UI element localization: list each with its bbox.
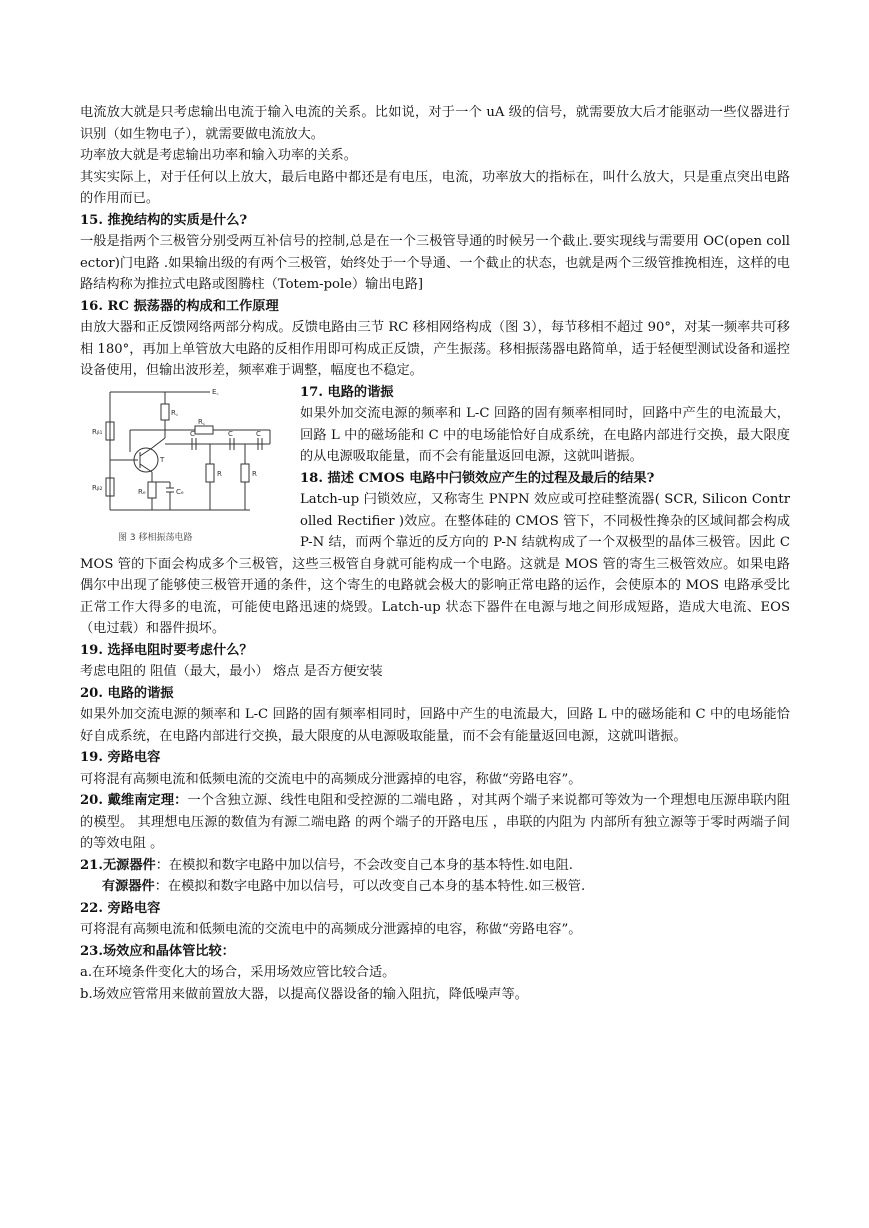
label-re: Rₑ <box>138 487 146 496</box>
paragraph-23a: a.在环境条件变化大的场合，采用场效应管比较合适。 <box>80 965 396 980</box>
label-r1: R <box>217 469 222 478</box>
heading-20-thevenin: 20. 戴维南定理： <box>80 793 188 808</box>
paragraph-19-bypass: 可将混有高频电流和低频电流的交流电中的高频成分泄露掉的电容，称做“旁路电容”。 <box>80 771 582 787</box>
active-text: ：在模拟和数字电路中加以信号，可以改变自己本身的基本特性.如三极管. <box>154 879 586 894</box>
heading-19-bypass: 19. 旁路电容 <box>80 750 161 765</box>
heading-18: 18. 描述 CMOS 电路中闩锁效应产生的过程及最后的结果? <box>300 470 655 486</box>
heading-21-active: 有源器件 <box>102 879 155 894</box>
label-c1: C <box>190 429 195 438</box>
heading-15: 15. 推挽结构的实质是什么? <box>80 212 248 228</box>
heading-19-resistor: 19. 选择电阻时要考虑什么？ <box>80 642 253 658</box>
heading-16: 16. RC 振荡器的构成和工作原理 <box>80 298 279 314</box>
heading-22: 22. 旁路电容 <box>80 900 161 916</box>
paragraph-17: 如果外加交流电源的频率和 L-C 回路的固有频率相同时，回路中产生的电流最大，回路 L 中的磁场能和 C 中的电场能恰好自成系统，在电路内部进行交换，最大限度的从电源吸取能量，而不会有能量返回电源，这就叫谐振。 <box>300 406 790 464</box>
heading-20-resonance: 20. 电路的谐振 <box>80 685 174 701</box>
heading-21-passive: 21.无源器件 <box>80 857 156 873</box>
paragraph-amp-summary: 其实实际上，对于任何以上放大，最后电路中都还是有电压，电流，功率放大的指标在，叫什么放大，只是重点突出电路的作用而已。 <box>80 169 790 206</box>
thevenin-text: 一个含独立源、线性电阻和受控源的二端电路 ，对其两个端子来说都可等效为一个理想电压源串联内阻的模型。 其理想电压源的数值为有源二端电路 的两个端子的开路电压 ，串联的内阻为 内部所有独立源等于零时两端子间的等效电阻 。 <box>80 793 790 851</box>
paragraph-current-amp: 电流放大就是只考虑输出电流于输入电流的关系。比如说，对于一个 uA 级的信号，就需要放大后才能驱动一些仪器进行识别（如生物电子），就需要做电流放大。 <box>80 105 790 142</box>
document-page <box>80 102 790 1005</box>
figure-caption: 图 3 移相振荡电路 <box>118 532 193 543</box>
paragraph-thevenin <box>80 790 790 855</box>
passive-text: ：在模拟和数字电路中加以信号，不会改变自己本身的基本特性.如电阻. <box>155 857 573 873</box>
paragraph-passive <box>80 855 790 877</box>
paragraph-active <box>80 876 790 898</box>
paragraph-18: Latch-up 闩锁效应，又称寄生 PNPN 效应或可控硅整流器( SCR, Silicon Controlled Rectifier )效应。在整体硅的 CMOS 管下，不同极性搀杂的区域间都会构成 P-N 结，而两个靠近的反方向的 P-N 结就构成了一个双极型的晶体三极管。因此 CMOS 管的下面会构成多个三极管，这些三极管自身就可能构成一个电路。这就是 MOS 管的寄生三极管效应。如果电路偶尔中出现了能够使三极管开通的条件，这个寄生的电路就会极大的影响正常电路的运作，会使原本的 MOS 电路承受比正常工作大得多的电流，可能使电路迅速的烧毁。Latch-up 状态下器件在电源与地之间形成短路，造成大电流、EOS（电过载）和器件损坏。 <box>80 492 790 636</box>
paragraph-22: 可将混有高频电流和低频电流的交流电中的高频成分泄露掉的电容，称做“旁路电容”。 <box>80 922 582 937</box>
label-t: T <box>160 455 165 464</box>
heading-23: 23.场效应和晶体管比较： <box>80 943 235 959</box>
label-r2: R <box>252 469 257 478</box>
label-ec: E꜀ <box>212 387 219 396</box>
paragraph-23b: b.场效应管常用来做前置放大器，以提高仪器设备的输入阻抗，降低噪声等。 <box>80 986 528 1002</box>
label-rb2: Rᵦ₂ <box>92 483 103 492</box>
label-rc: R꜀ <box>171 408 179 417</box>
paragraph-20-resonance: 如果外加交流电源的频率和 L-C 回路的固有频率相同时，回路中产生的电流最大，回路 L 中的磁场能和 C 中的电场能恰好自成系统，在电路内部进行交换，最大限度的从电源吸取能量，而不会有能量返回电源，这就叫谐振。 <box>80 707 790 744</box>
label-rb1: Rᵦ₁ <box>92 427 103 436</box>
paragraph-16: 由放大器和正反馈网络两部分构成。反馈电路由三节 RC 移相网络构成（图 3），每节移相不超过 90°，对某一频率共可移相 180°，再加上单管放大电路的反相作用即可构成正反馈，产生振荡。移相振荡器电路简单，适于轻便型测试设备和遥控设备使用，但输出波形差，频率难于调整，幅度也不稳定。 <box>80 320 790 378</box>
label-rf: R꜀ <box>198 417 206 426</box>
circuit-diagram <box>80 382 292 532</box>
paragraph-15: 一般是指两个三极管分别受两互补信号的控制,总是在一个三极管导通的时候另一个截止.要实现线与需要用 OC(open collector)门电路 .如果输出级的有两个三极管，始终处于一个导通、一个截止的状态，也就是两个三级管推挽相连，这样的电路结构称为推拉式电路或图腾柱（Totem-pole）输出电路] <box>80 234 790 292</box>
paragraph-19-resistor: 考虑电阻的 阻值（最大，最小） 熔点 是否方便安装 <box>80 664 383 679</box>
label-c3: C <box>256 429 261 438</box>
label-c2: C <box>228 429 233 438</box>
label-ce: Cₑ <box>176 487 184 496</box>
paragraph-power-amp: 功率放大就是考虑输出功率和输入功率的关系。 <box>80 148 357 163</box>
rc-oscillator-figure <box>80 382 292 543</box>
heading-17: 17. 电路的谐振 <box>300 384 394 400</box>
